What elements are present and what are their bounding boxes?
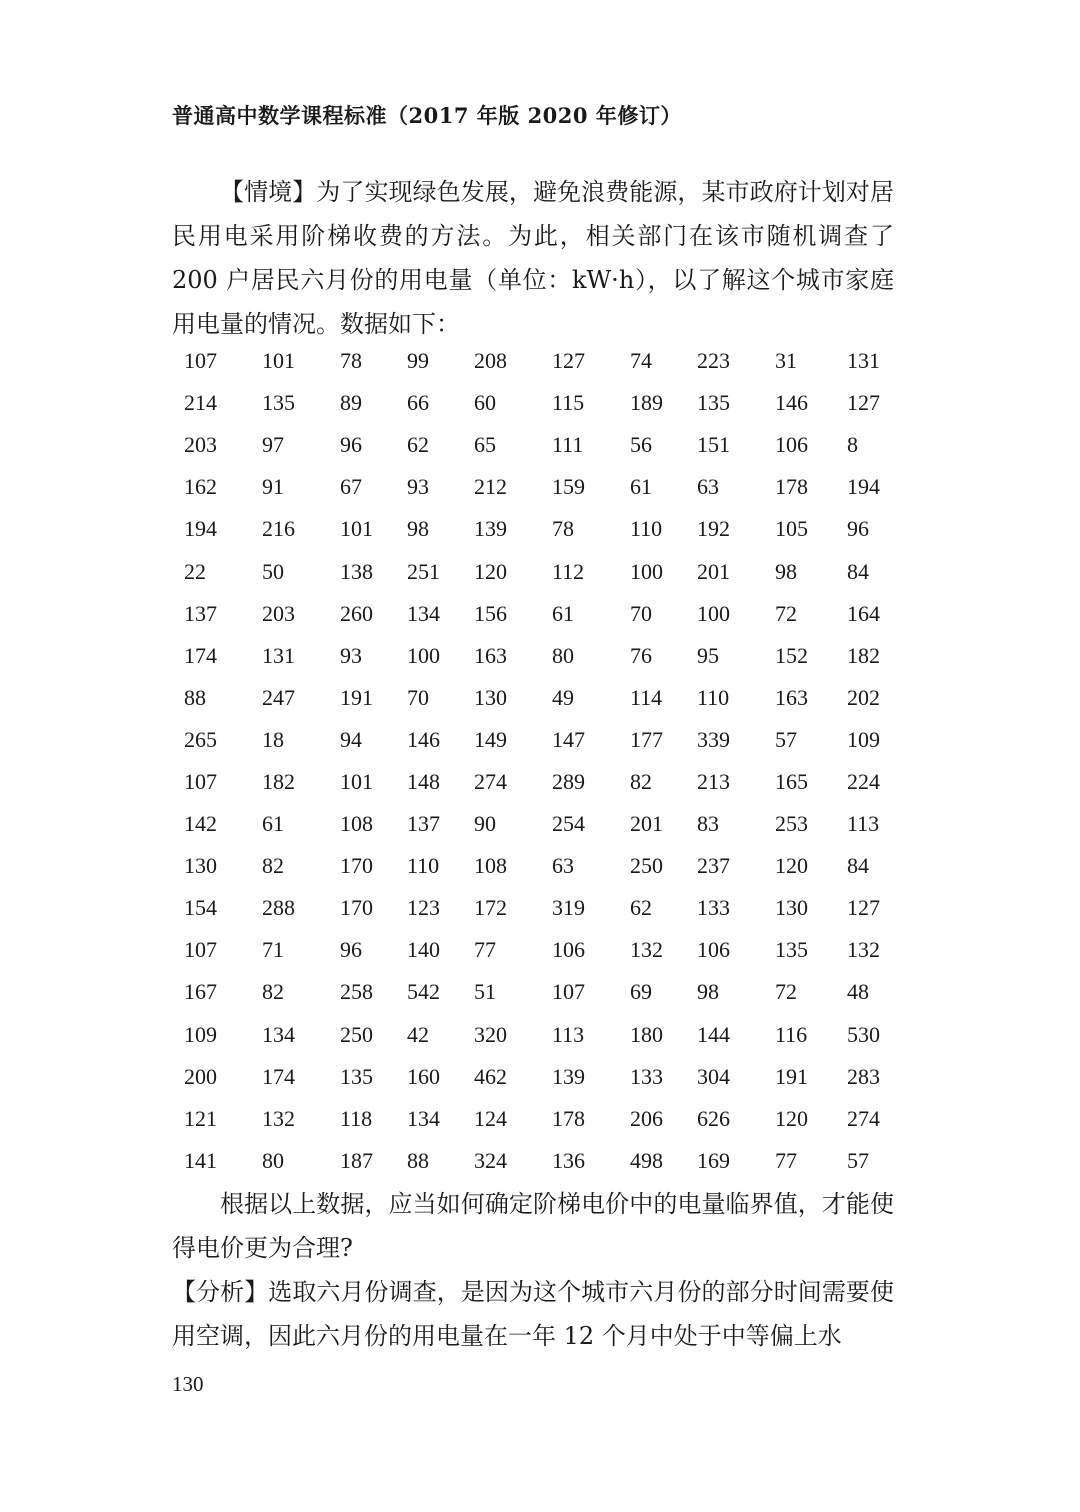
table-cell: 132 xyxy=(847,937,880,963)
table-cell: 127 xyxy=(847,895,880,921)
table-cell: 163 xyxy=(474,642,507,668)
table-row xyxy=(184,677,907,719)
table-cell: 135 xyxy=(775,937,808,963)
table-cell: 93 xyxy=(407,474,429,500)
table-row xyxy=(184,1098,907,1140)
table-cell: 124 xyxy=(474,1105,507,1131)
table-cell: 182 xyxy=(847,642,880,668)
table-row xyxy=(184,719,907,761)
table-cell: 78 xyxy=(340,348,362,374)
table-cell: 135 xyxy=(340,1063,373,1089)
table-cell: 156 xyxy=(474,600,507,626)
table-cell: 169 xyxy=(697,1147,730,1173)
table-cell: 96 xyxy=(340,432,362,458)
table-cell: 107 xyxy=(552,979,585,1005)
table-cell: 140 xyxy=(407,937,440,963)
table-cell: 200 xyxy=(184,1063,217,1089)
table-cell: 111 xyxy=(552,432,584,458)
table-cell: 109 xyxy=(184,1021,217,1047)
table-cell: 106 xyxy=(552,937,585,963)
table-cell: 162 xyxy=(184,474,217,500)
table-cell: 106 xyxy=(697,937,730,963)
table-cell: 154 xyxy=(184,895,217,921)
table-cell: 101 xyxy=(340,516,373,542)
table-cell: 223 xyxy=(697,348,730,374)
table-cell: 146 xyxy=(775,390,808,416)
table-cell: 135 xyxy=(262,390,295,416)
table-cell: 115 xyxy=(552,390,585,416)
table-cell: 324 xyxy=(474,1147,507,1173)
table-cell: 105 xyxy=(775,516,808,542)
table-cell: 112 xyxy=(552,558,585,584)
table-cell: 148 xyxy=(407,768,440,794)
table-cell: 132 xyxy=(630,937,663,963)
table-cell: 74 xyxy=(630,348,652,374)
table-cell: 165 xyxy=(775,768,808,794)
table-cell: 626 xyxy=(697,1105,730,1131)
table-cell: 178 xyxy=(552,1105,585,1131)
table-cell: 202 xyxy=(847,684,880,710)
table-cell: 174 xyxy=(262,1063,295,1089)
table-cell: 146 xyxy=(407,726,440,752)
table-cell: 100 xyxy=(407,642,440,668)
table-cell: 76 xyxy=(630,642,652,668)
table-cell: 110 xyxy=(407,853,440,879)
question-paragraph: 根据以上数据，应当如何确定阶梯电价中的电量临界值，才能使得电价更为合理? xyxy=(172,1190,894,1262)
table-cell: 69 xyxy=(630,979,652,1005)
table-cell: 187 xyxy=(340,1147,373,1173)
table-row xyxy=(184,929,907,971)
table-cell: 163 xyxy=(775,684,808,710)
table-cell: 121 xyxy=(184,1105,217,1131)
table-cell: 61 xyxy=(262,811,284,837)
table-cell: 31 xyxy=(775,348,797,374)
table-cell: 253 xyxy=(775,811,808,837)
table-cell: 107 xyxy=(184,768,217,794)
table-cell: 57 xyxy=(775,726,797,752)
table-cell: 127 xyxy=(847,390,880,416)
table-cell: 214 xyxy=(184,390,217,416)
table-cell: 109 xyxy=(847,726,880,752)
table-cell: 258 xyxy=(340,979,373,1005)
table-cell: 77 xyxy=(474,937,496,963)
table-cell: 250 xyxy=(630,853,663,879)
table-cell: 120 xyxy=(775,853,808,879)
table-cell: 118 xyxy=(340,1105,373,1131)
table-cell: 170 xyxy=(340,853,373,879)
table-cell: 174 xyxy=(184,642,217,668)
table-cell: 194 xyxy=(184,516,217,542)
table-cell: 130 xyxy=(474,684,507,710)
table-cell: 172 xyxy=(474,895,507,921)
table-cell: 72 xyxy=(775,600,797,626)
table-cell: 132 xyxy=(262,1105,295,1131)
table-cell: 137 xyxy=(184,600,217,626)
table-cell: 201 xyxy=(697,558,730,584)
table-row xyxy=(184,550,907,592)
table-cell: 194 xyxy=(847,474,880,500)
table-cell: 133 xyxy=(697,895,730,921)
table-cell: 101 xyxy=(262,348,295,374)
table-cell: 67 xyxy=(340,474,362,500)
table-cell: 203 xyxy=(262,600,295,626)
table-cell: 130 xyxy=(775,895,808,921)
table-cell: 320 xyxy=(474,1021,507,1047)
table-cell: 88 xyxy=(184,684,206,710)
table-cell: 139 xyxy=(474,516,507,542)
table-cell: 84 xyxy=(847,558,869,584)
table-cell: 61 xyxy=(552,600,574,626)
table-cell: 141 xyxy=(184,1147,217,1173)
table-cell: 139 xyxy=(552,1063,585,1089)
table-cell: 107 xyxy=(184,937,217,963)
table-cell: 160 xyxy=(407,1063,440,1089)
table-cell: 50 xyxy=(262,558,284,584)
table-cell: 8 xyxy=(847,432,858,458)
table-cell: 265 xyxy=(184,726,217,752)
table-cell: 178 xyxy=(775,474,808,500)
table-cell: 131 xyxy=(262,642,295,668)
table-row xyxy=(184,382,907,424)
table-cell: 82 xyxy=(262,853,284,879)
table-cell: 212 xyxy=(474,474,507,500)
table-cell: 142 xyxy=(184,811,217,837)
table-cell: 304 xyxy=(697,1063,730,1089)
table-cell: 48 xyxy=(847,979,869,1005)
table-cell: 108 xyxy=(340,811,373,837)
table-cell: 251 xyxy=(407,558,440,584)
table-cell: 80 xyxy=(262,1147,284,1173)
table-cell: 77 xyxy=(775,1147,797,1173)
table-cell: 289 xyxy=(552,768,585,794)
table-cell: 147 xyxy=(552,726,585,752)
table-cell: 120 xyxy=(775,1105,808,1131)
table-cell: 192 xyxy=(697,516,730,542)
table-cell: 201 xyxy=(630,811,663,837)
table-cell: 206 xyxy=(630,1105,663,1131)
table-row xyxy=(184,845,907,887)
table-cell: 82 xyxy=(262,979,284,1005)
table-row xyxy=(184,1056,907,1098)
table-cell: 133 xyxy=(630,1063,663,1089)
table-cell: 51 xyxy=(474,979,496,1005)
table-cell: 94 xyxy=(340,726,362,752)
table-cell: 89 xyxy=(340,390,362,416)
table-cell: 131 xyxy=(847,348,880,374)
table-row xyxy=(184,424,907,466)
table-cell: 254 xyxy=(552,811,585,837)
table-cell: 106 xyxy=(775,432,808,458)
table-cell: 110 xyxy=(697,684,730,710)
table-cell: 98 xyxy=(697,979,719,1005)
table-row xyxy=(184,971,907,1013)
table-row xyxy=(184,466,907,508)
table-cell: 164 xyxy=(847,600,880,626)
table-cell: 144 xyxy=(697,1021,730,1047)
table-cell: 149 xyxy=(474,726,507,752)
table-cell: 462 xyxy=(474,1063,507,1089)
table-cell: 110 xyxy=(630,516,663,542)
table-cell: 130 xyxy=(184,853,217,879)
table-cell: 182 xyxy=(262,768,295,794)
table-cell: 134 xyxy=(407,600,440,626)
table-cell: 72 xyxy=(775,979,797,1005)
table-cell: 63 xyxy=(697,474,719,500)
table-cell: 135 xyxy=(697,390,730,416)
table-cell: 98 xyxy=(775,558,797,584)
table-cell: 90 xyxy=(474,811,496,837)
table-cell: 70 xyxy=(630,600,652,626)
table-cell: 177 xyxy=(630,726,663,752)
table-cell: 66 xyxy=(407,390,429,416)
analysis-paragraph: 【分析】选取六月份调查，是因为这个城市六月份的部分时间需要使用空调，因此六月份的用电量在一年 12 个月中处于中等偏上水 xyxy=(172,1278,894,1350)
table-cell: 93 xyxy=(340,642,362,668)
table-cell: 274 xyxy=(474,768,507,794)
table-cell: 100 xyxy=(697,600,730,626)
table-cell: 260 xyxy=(340,600,373,626)
table-cell: 151 xyxy=(697,432,730,458)
table-cell: 114 xyxy=(630,684,663,710)
table-cell: 108 xyxy=(474,853,507,879)
table-cell: 319 xyxy=(552,895,585,921)
table-cell: 80 xyxy=(552,642,574,668)
table-cell: 274 xyxy=(847,1105,880,1131)
table-cell: 120 xyxy=(474,558,507,584)
table-cell: 134 xyxy=(262,1021,295,1047)
table-cell: 82 xyxy=(630,768,652,794)
table-cell: 180 xyxy=(630,1021,663,1047)
table-row xyxy=(184,887,907,929)
table-cell: 152 xyxy=(775,642,808,668)
table-cell: 283 xyxy=(847,1063,880,1089)
table-cell: 88 xyxy=(407,1147,429,1173)
table-cell: 498 xyxy=(630,1147,663,1173)
table-cell: 208 xyxy=(474,348,507,374)
table-cell: 100 xyxy=(630,558,663,584)
table-cell: 84 xyxy=(847,853,869,879)
table-cell: 113 xyxy=(552,1021,585,1047)
table-cell: 137 xyxy=(407,811,440,837)
table-cell: 170 xyxy=(340,895,373,921)
table-row xyxy=(184,593,907,635)
table-cell: 60 xyxy=(474,390,496,416)
table-cell: 530 xyxy=(847,1021,880,1047)
table-cell: 97 xyxy=(262,432,284,458)
table-cell: 62 xyxy=(630,895,652,921)
table-cell: 95 xyxy=(697,642,719,668)
table-cell: 247 xyxy=(262,684,295,710)
table-cell: 61 xyxy=(630,474,652,500)
table-cell: 339 xyxy=(697,726,730,752)
table-cell: 213 xyxy=(697,768,730,794)
table-cell: 134 xyxy=(407,1105,440,1131)
context-paragraph: 【情境】为了实现绿色发展，避免浪费能源，某市政府计划对居民用电采用阶梯收费的方法。为此，相关部门在该市随机调查了 200 户居民六月份的用电量（单位：kW·h），以了解这个城市家庭用电量的情况。数据如下： xyxy=(172,178,894,338)
table-row xyxy=(184,1014,907,1056)
table-cell: 107 xyxy=(184,348,217,374)
table-cell: 136 xyxy=(552,1147,585,1173)
table-cell: 65 xyxy=(474,432,496,458)
table-cell: 113 xyxy=(847,811,880,837)
table-cell: 91 xyxy=(262,474,284,500)
table-cell: 189 xyxy=(630,390,663,416)
table-row xyxy=(184,635,907,677)
table-cell: 56 xyxy=(630,432,652,458)
table-row xyxy=(184,803,907,845)
table-cell: 99 xyxy=(407,348,429,374)
running-header-title: 普通高中数学课程标准（2017 年版 2020 年修订） xyxy=(172,103,682,128)
table-cell: 18 xyxy=(262,726,284,752)
table-cell: 237 xyxy=(697,853,730,879)
table-cell: 83 xyxy=(697,811,719,837)
table-cell: 101 xyxy=(340,768,373,794)
table-cell: 203 xyxy=(184,432,217,458)
page-number: 130 xyxy=(172,1372,204,1396)
table-cell: 138 xyxy=(340,558,373,584)
table-cell: 22 xyxy=(184,558,206,584)
table-cell: 71 xyxy=(262,937,284,963)
table-row xyxy=(184,508,907,550)
table-cell: 288 xyxy=(262,895,295,921)
table-cell: 57 xyxy=(847,1147,869,1173)
table-cell: 216 xyxy=(262,516,295,542)
table-cell: 62 xyxy=(407,432,429,458)
table-cell: 159 xyxy=(552,474,585,500)
table-cell: 42 xyxy=(407,1021,429,1047)
table-row xyxy=(184,761,907,803)
table-cell: 63 xyxy=(552,853,574,879)
table-row xyxy=(184,340,907,382)
table-cell: 96 xyxy=(847,516,869,542)
table-cell: 49 xyxy=(552,684,574,710)
table-cell: 98 xyxy=(407,516,429,542)
table-cell: 542 xyxy=(407,979,440,1005)
table-cell: 78 xyxy=(552,516,574,542)
table-cell: 250 xyxy=(340,1021,373,1047)
usage-data-table xyxy=(184,340,907,1182)
table-cell: 70 xyxy=(407,684,429,710)
table-cell: 167 xyxy=(184,979,217,1005)
table-cell: 191 xyxy=(340,684,373,710)
table-cell: 96 xyxy=(340,937,362,963)
table-cell: 191 xyxy=(775,1063,808,1089)
table-cell: 127 xyxy=(552,348,585,374)
table-cell: 224 xyxy=(847,768,880,794)
table-cell: 116 xyxy=(775,1021,808,1047)
table-row xyxy=(184,1140,907,1182)
table-cell: 123 xyxy=(407,895,440,921)
